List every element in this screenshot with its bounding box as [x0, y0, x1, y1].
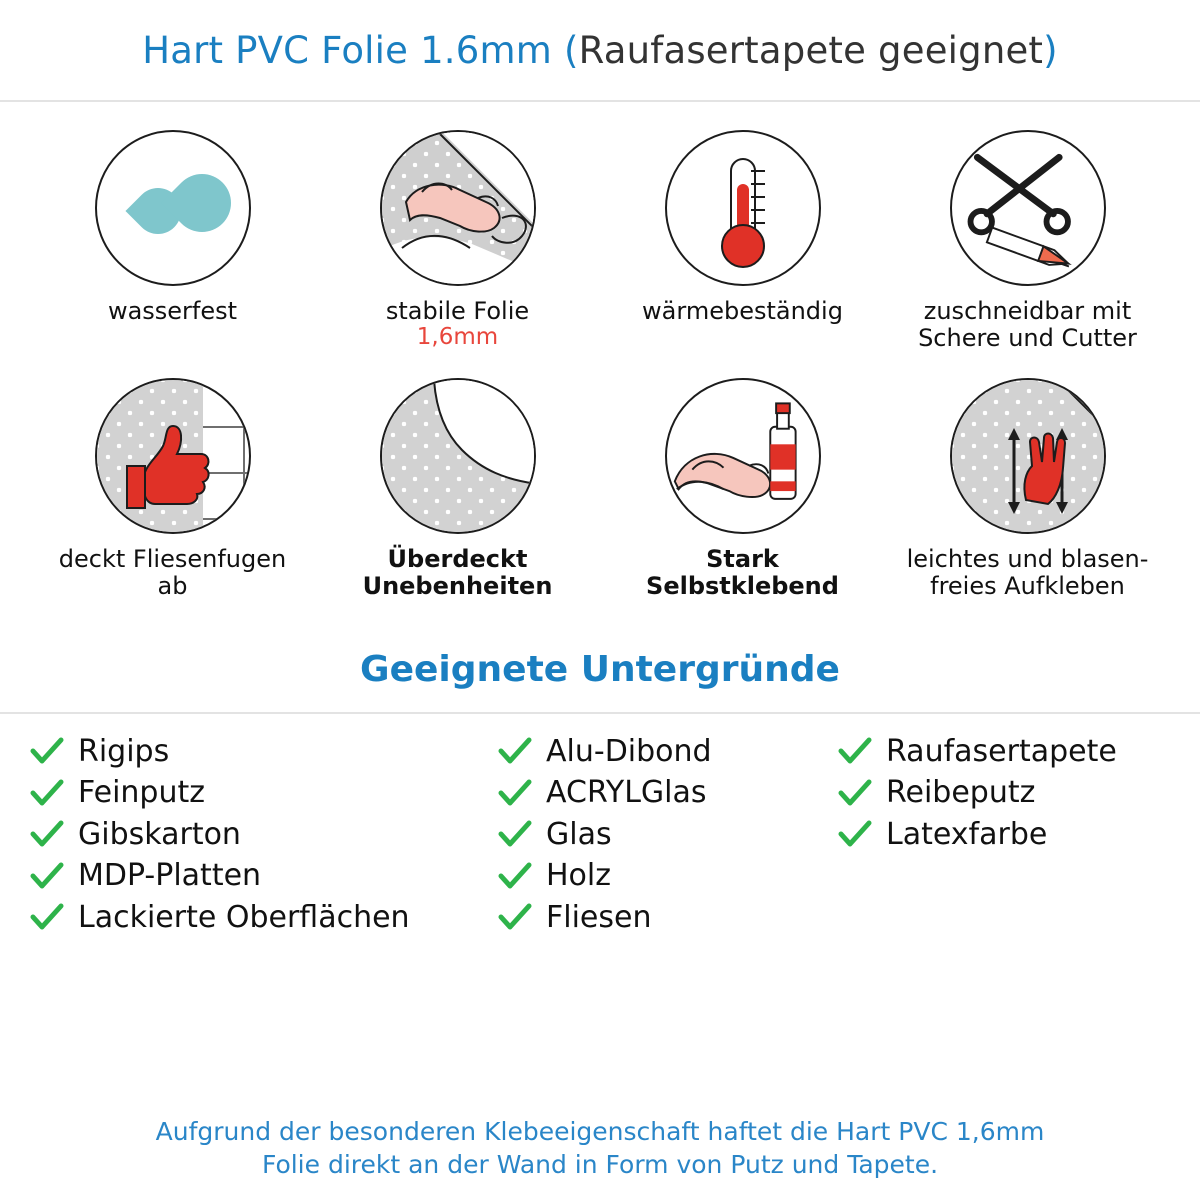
- feature-caption: Überdeckt Unebenheiten: [362, 544, 553, 600]
- arm-glue-tube-icon: [665, 378, 821, 534]
- feature-aufkleben: [885, 378, 1170, 600]
- list-item: [30, 777, 498, 809]
- list-item: [838, 816, 1170, 852]
- hand-arrows-icon: [950, 378, 1106, 534]
- list-item-label: Gibskarton: [78, 816, 241, 852]
- list-item: [498, 816, 838, 852]
- scissors-cutter-icon: [950, 130, 1106, 286]
- list-item: [498, 860, 838, 892]
- feature-waermebestaendig: [600, 130, 885, 352]
- check-icon: [30, 737, 64, 765]
- substrate-lists: [0, 714, 1200, 934]
- feature-wasserfest: [30, 130, 315, 352]
- substrate-column-3: [838, 733, 1170, 934]
- list-item-label: ACRYLGlas: [546, 775, 707, 810]
- check-icon: [838, 820, 872, 848]
- check-icon: [498, 862, 532, 890]
- title-sub: Raufasertapete geeignet: [578, 28, 1044, 72]
- substrate-column-1: [30, 733, 498, 935]
- feature-selbstklebend: [600, 378, 885, 600]
- list-item-label: Reibeputz: [886, 775, 1036, 810]
- list-item-label: Alu-Dibond: [546, 733, 712, 769]
- footer-line-2: Folie direkt an der Wand in Form von Putz und Tapete.: [261, 1150, 939, 1180]
- list-item: [498, 777, 838, 809]
- list-item-label: Feinputz: [78, 775, 205, 810]
- check-icon: [30, 862, 64, 890]
- feature-caption: zuschneidbar mit Schere und Cutter: [918, 297, 1137, 352]
- list-item: [30, 899, 498, 935]
- substrate-column-2: [498, 733, 838, 935]
- paren-close: ): [1043, 28, 1058, 72]
- feature-caption-text: stabile Folie: [385, 297, 530, 325]
- footer-note: [0, 1115, 1200, 1183]
- feature-caption-sub: 1,6mm: [416, 323, 499, 350]
- feature-stabile-folie: [315, 130, 600, 352]
- list-item: [838, 777, 1170, 809]
- footer-line-1: Aufgrund der besonderen Klebeeigenschaft haftet die Hart PVC 1,6mm: [155, 1116, 1045, 1146]
- check-icon: [838, 779, 872, 807]
- list-item-label: Latexfarbe: [886, 816, 1048, 852]
- list-item-label: Rigips: [78, 733, 170, 769]
- list-item-label: Glas: [546, 816, 612, 852]
- title-main: Hart PVC Folie 1.6mm: [142, 28, 552, 72]
- thumbs-up-tiles-icon: [95, 378, 251, 534]
- check-icon: [498, 820, 532, 848]
- feature-caption: deckt Fliesenfugen ab: [58, 544, 287, 600]
- thermometer-icon: [665, 130, 821, 286]
- feature-grid: [0, 102, 1200, 600]
- list-item-label: MDP-Platten: [78, 858, 262, 893]
- list-item-label: Holz: [546, 858, 611, 893]
- water-drops-icon: [95, 130, 251, 286]
- feature-ueberdeckt-unebenheiten: [315, 378, 600, 600]
- feature-caption: wasserfest: [107, 297, 238, 325]
- section-subtitle: Geeignete Untergründe: [360, 649, 840, 690]
- list-item: [498, 733, 838, 769]
- peeling-foil-icon: [380, 378, 536, 534]
- check-icon: [498, 779, 532, 807]
- list-item: [30, 816, 498, 852]
- check-icon: [30, 903, 64, 931]
- paren-open: (: [563, 28, 579, 72]
- feature-caption: leichtes und blasen-freies Aufkleben: [906, 544, 1149, 600]
- list-item-label: Lackierte Oberflächen: [78, 899, 410, 935]
- list-item: [30, 733, 498, 769]
- list-item-label: Raufasertapete: [886, 733, 1117, 769]
- feature-caption: wärmebeständig: [642, 297, 843, 325]
- feature-zuschneidbar: [885, 130, 1170, 352]
- check-icon: [498, 737, 532, 765]
- feature-caption: Stark Selbstklebend: [646, 544, 839, 600]
- check-icon: [30, 820, 64, 848]
- strong-arm-foil-icon: [380, 130, 536, 286]
- header: [0, 0, 1200, 102]
- list-item-label: Fliesen: [546, 899, 652, 935]
- check-icon: [498, 903, 532, 931]
- subtitle-band: [0, 628, 1200, 714]
- list-item: [30, 860, 498, 892]
- check-icon: [30, 779, 64, 807]
- list-item: [838, 733, 1170, 769]
- check-icon: [838, 737, 872, 765]
- feature-fliesenfugen: [30, 378, 315, 600]
- feature-caption: [386, 298, 529, 351]
- page-title: [142, 29, 1058, 72]
- list-item: [498, 899, 838, 935]
